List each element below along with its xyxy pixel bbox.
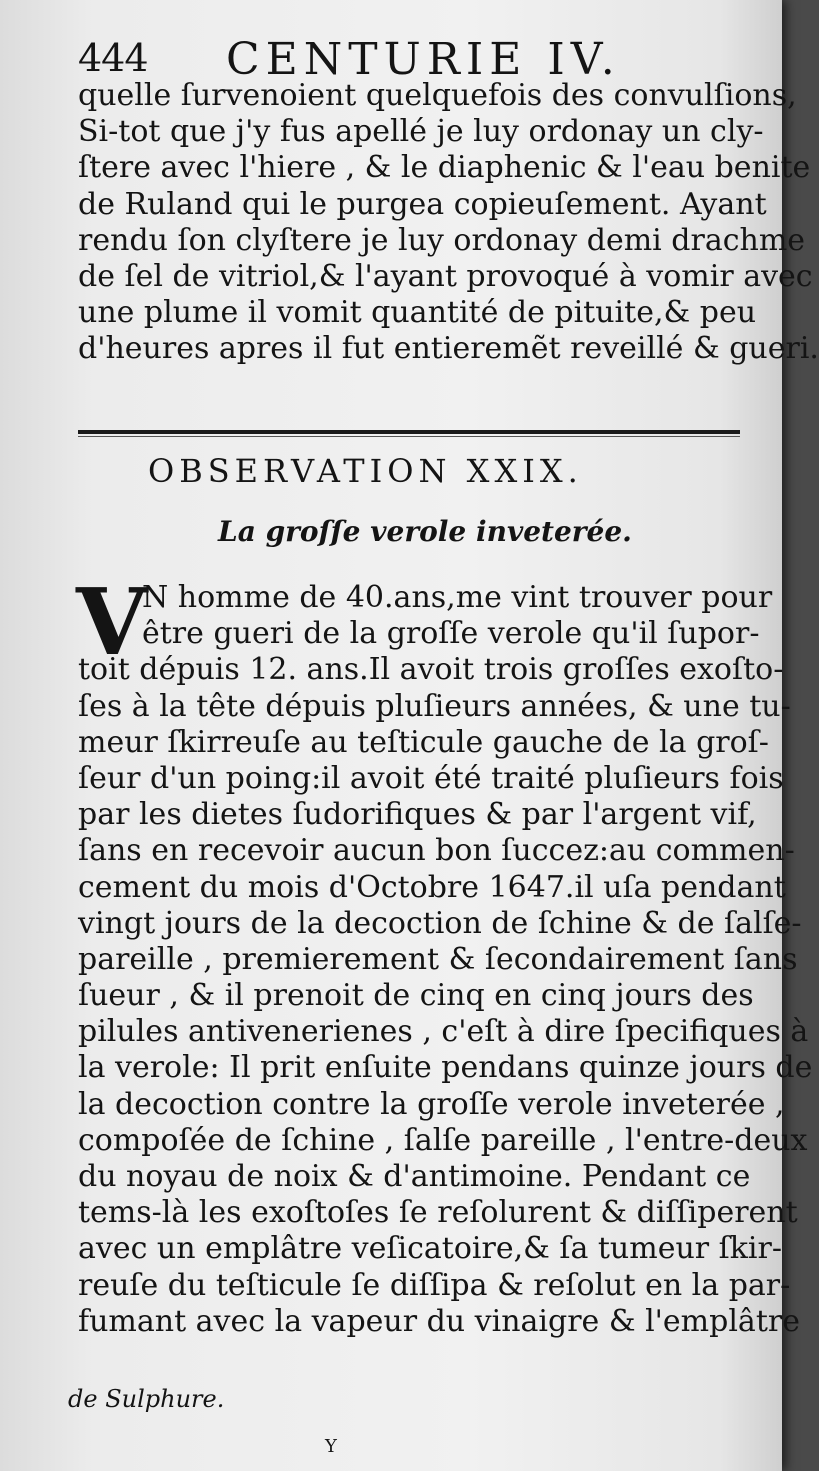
text-line: de Ruland qui le purgea copieuſement. Ayant bbox=[78, 186, 767, 222]
text-line: rendu ſon clyſtere je luy ordonay demi drachme bbox=[78, 222, 806, 258]
text-line: ſtere avec l'hiere , & le diaphenic & l'eau benite bbox=[78, 150, 811, 186]
text-line: meur ſkirreuſe au teſticule gauche de la groſ- bbox=[78, 724, 769, 760]
section-divider bbox=[78, 430, 740, 434]
closing-line: de Sulphure. bbox=[68, 1385, 225, 1413]
text-line: fumant avec la vapeur du vinaigre & l'emplâtre bbox=[78, 1303, 800, 1339]
section-divider-thin bbox=[78, 436, 740, 437]
running-head bbox=[78, 34, 638, 84]
text-line: quelle ſurvenoient quelquefois des convulſions, bbox=[78, 78, 797, 113]
text-line: être gueri de la groſſe verole qu'il ſupor- bbox=[142, 616, 760, 652]
page-number: 444 bbox=[78, 36, 148, 80]
top-paragraph bbox=[78, 78, 819, 368]
text-line: avec un emplâtre veſicatoire,& ſa tumeur ſkir- bbox=[78, 1231, 783, 1267]
observation-body bbox=[78, 580, 813, 1340]
text-line: reuſe du teſticule ſe diſſipa & reſolut en la par- bbox=[78, 1267, 791, 1303]
text-line: N homme de 40.ans,me vint trouver pour bbox=[142, 580, 773, 615]
text-line: la verole: Il prit enſuite pendans quinze jours de bbox=[78, 1050, 813, 1086]
text-line: ſueur , & il prenoit de cinq en cinq jours des bbox=[78, 978, 754, 1014]
text-line: vingt jours de la decoction de ſchine & de ſalſe- bbox=[78, 905, 802, 941]
text-line: du noyau de noix & d'antimoine. Pendant ce bbox=[78, 1159, 751, 1194]
text-line: pareille , premierement & ſecondairement ſans bbox=[78, 941, 798, 977]
text-line: ſes à la tête dépuis pluſieurs années, & une tu- bbox=[78, 688, 791, 724]
text-line: toit dépuis 12. ans.Il avoit trois groſſes exoſto- bbox=[78, 652, 784, 688]
drop-cap: V bbox=[76, 568, 148, 676]
text-line: de ſel de vitriol,& l'ayant provoqué à vomir avec bbox=[78, 258, 813, 294]
text-line: ſans en recevoir aucun bon ſuccez:au commen- bbox=[78, 833, 795, 869]
text-line: cement du mois d'Octobre 1647.il uſa pendant bbox=[78, 869, 786, 905]
text-line: par les dietes ſudorifiques & par l'argent vif, bbox=[78, 797, 757, 833]
text-line: ſeur d'un poing:il avoit été traité pluſieurs fois bbox=[78, 760, 784, 796]
observation-subtitle: La groſſe verole inveterée. bbox=[218, 515, 632, 548]
text-line: la decoction contre la groſſe verole inveterée , bbox=[78, 1086, 785, 1122]
text-line: Si-tot que j'y fus apellé je luy ordonay un cly- bbox=[78, 114, 764, 150]
signature-mark: Y bbox=[325, 1436, 337, 1457]
text-line: d'heures apres il fut entieremẽt reveillé & gueri. bbox=[78, 331, 819, 367]
text-line: une plume il vomit quantité de pituite,& peu bbox=[78, 295, 757, 331]
text-line: pilules antivenerienes , c'eſt à dire ſpecifiques à bbox=[78, 1014, 809, 1050]
text-line: compoſée de ſchine , ſalſe pareille , l'entre-deux bbox=[78, 1122, 808, 1158]
text-line: tems-là les exoſtoſes ſe reſolurent & diſſiperent bbox=[78, 1195, 798, 1231]
chapter-title: CENTURIE IV. bbox=[226, 34, 621, 85]
observation-heading: OBSERVATION XXIX. bbox=[148, 452, 583, 490]
